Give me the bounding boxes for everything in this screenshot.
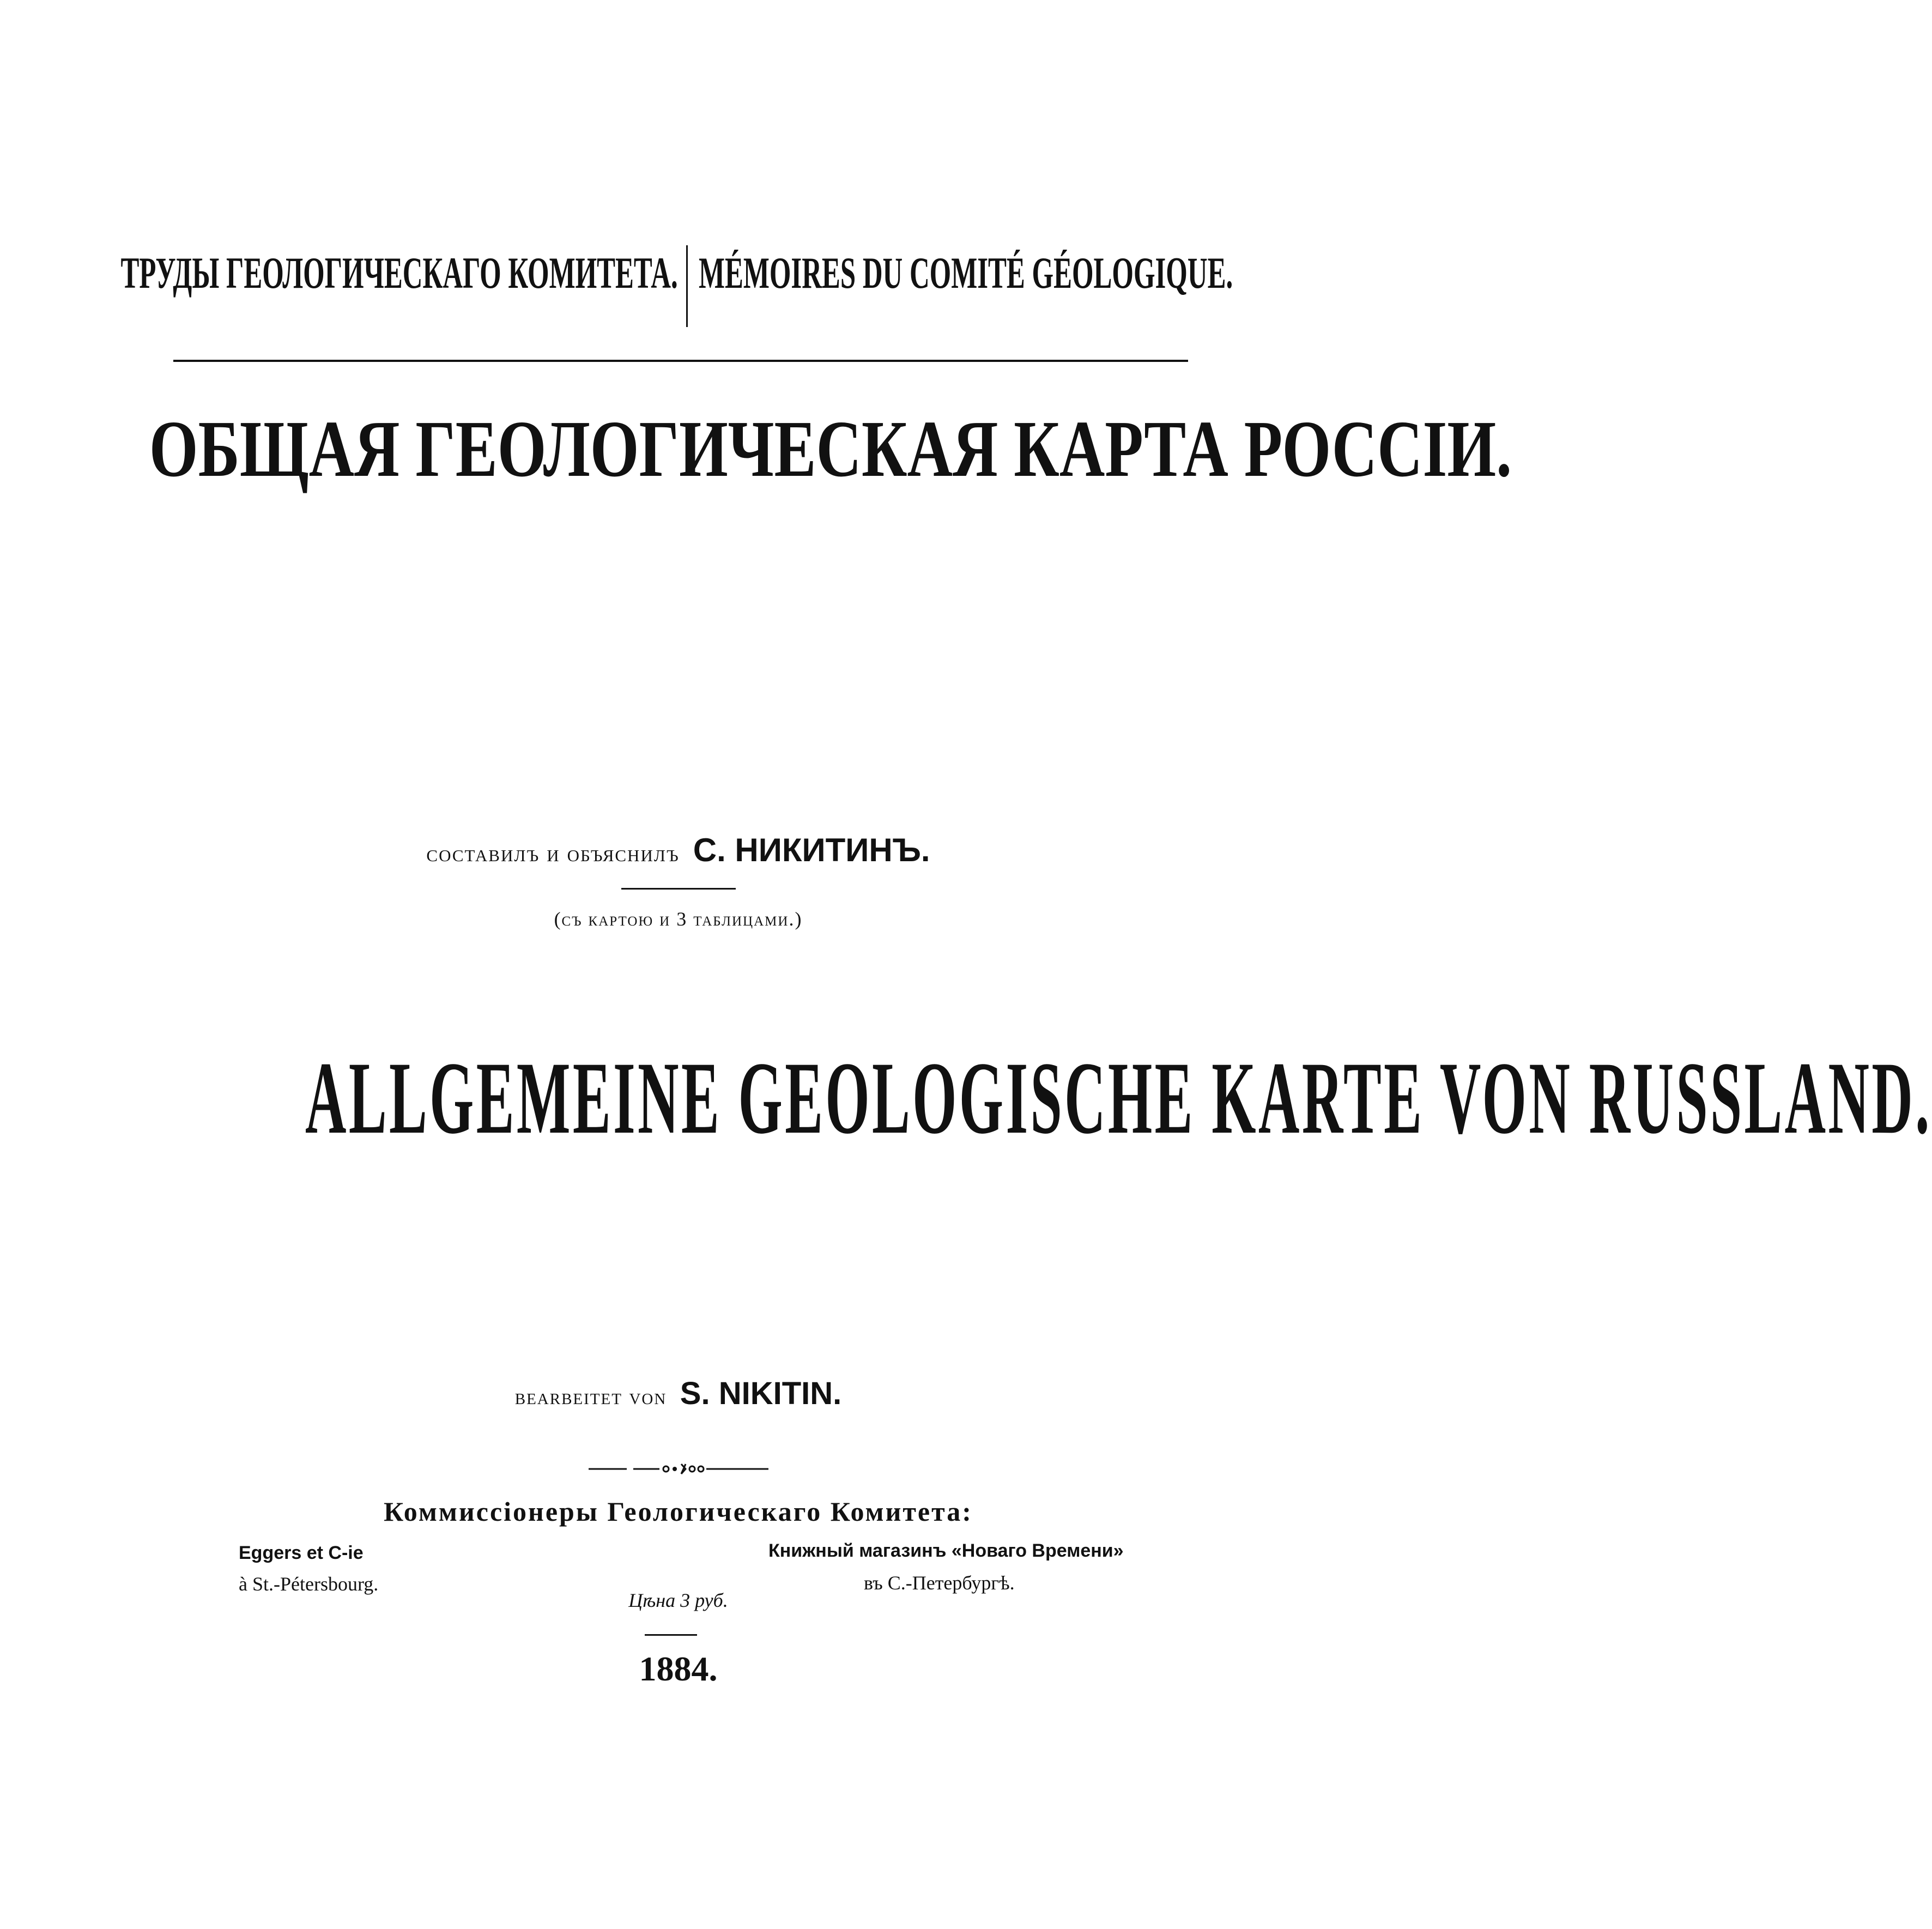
seller-right-name-text: Книжный магазинъ «Новаго Времени» <box>768 1540 1124 1561</box>
author-rule <box>621 888 736 890</box>
compiled-by-line <box>0 834 1356 867</box>
seller-right-name <box>768 1540 1124 1560</box>
price: Цѣна 3 руб. <box>628 1589 728 1611</box>
edited-by-line <box>0 1378 1356 1410</box>
series-title-french: MÉMOIRES DU COMITÉ GÉOLOGIQUE. <box>699 248 1233 298</box>
seller-right-city: въ С.-Петербургѣ. <box>864 1572 1015 1594</box>
seller-left-name <box>239 1543 364 1562</box>
author-russian: С. НИКИТИНЪ. <box>693 832 930 868</box>
publication-year: 1884. <box>639 1649 718 1688</box>
series-header <box>0 234 1356 343</box>
seller-left-name-text: Eggers et C-ie <box>239 1543 364 1563</box>
title-russian: ОБЩАЯ ГЕОЛОГИЧЕСКАЯ КАРТА РОССIИ. <box>149 404 1512 494</box>
ornament-divider <box>589 1461 768 1477</box>
header-rule <box>173 360 1188 362</box>
author-german: S. NIKITIN. <box>680 1376 842 1411</box>
with-map-note: (съ картою и 3 таблицами.) <box>554 908 803 930</box>
seller-left-city: à St.-Pétersbourg. <box>239 1573 379 1595</box>
title-german: ALLGEMEINE GEOLOGISCHE KARTE VON RUSSLAND. <box>305 1041 1932 1156</box>
year-rule <box>645 1634 697 1636</box>
edited-by-label: bearbeitet von <box>514 1384 667 1410</box>
series-divider <box>686 245 688 327</box>
compiled-by-label: составилъ и объяснилъ <box>426 840 680 867</box>
commissioners-heading: Коммиссiонеры Геологическаго Комитета: <box>384 1496 973 1527</box>
series-title-russian: ТРУДЫ ГЕОЛОГИЧЕСКАГО КОМИТЕТА. <box>120 248 678 298</box>
